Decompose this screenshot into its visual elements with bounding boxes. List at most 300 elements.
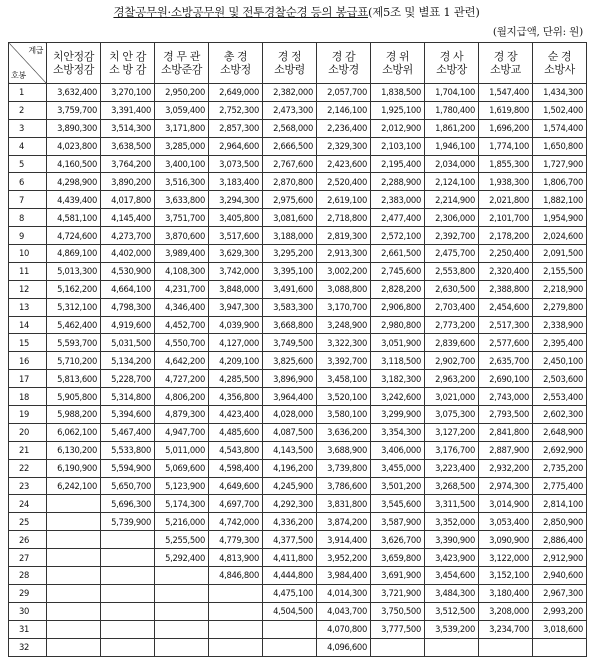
salary-cell: 5,031,500 — [101, 334, 155, 352]
salary-cell: 4,023,800 — [47, 137, 101, 155]
salary-cell: 3,825,600 — [263, 352, 317, 370]
salary-cell: 3,989,400 — [155, 245, 209, 263]
salary-cell: 2,906,800 — [371, 298, 425, 316]
salary-cell: 3,090,900 — [479, 531, 533, 549]
rank-header — [317, 43, 371, 84]
salary-cell: 3,491,600 — [263, 280, 317, 298]
salary-cell: 2,841,800 — [479, 423, 533, 441]
salary-cell — [47, 531, 101, 549]
salary-cell — [155, 584, 209, 602]
salary-cell: 3,759,700 — [47, 101, 101, 119]
salary-cell: 6,190,900 — [47, 459, 101, 477]
table-row — [9, 334, 587, 352]
salary-cell: 3,659,800 — [371, 549, 425, 567]
salary-cell: 2,857,300 — [209, 119, 263, 137]
salary-cell: 5,069,600 — [155, 459, 209, 477]
salary-cell: 3,580,100 — [317, 406, 371, 424]
salary-cell: 4,581,100 — [47, 209, 101, 227]
table-row — [9, 191, 587, 209]
salary-cell: 2,320,400 — [479, 262, 533, 280]
step-cell: 19 — [9, 406, 47, 424]
table-row — [9, 209, 587, 227]
rank-header-fire: 소방정 — [220, 63, 251, 76]
salary-cell: 3,764,200 — [101, 155, 155, 173]
salary-cell: 2,218,900 — [533, 280, 587, 298]
salary-cell — [155, 620, 209, 638]
salary-cell: 3,742,000 — [209, 262, 263, 280]
table-row — [9, 459, 587, 477]
salary-cell: 4,108,300 — [155, 262, 209, 280]
salary-cell: 3,454,600 — [425, 567, 479, 585]
table-row — [9, 245, 587, 263]
salary-cell: 3,831,800 — [317, 495, 371, 513]
step-cell: 17 — [9, 370, 47, 388]
table-row — [9, 119, 587, 137]
salary-cell: 3,520,100 — [317, 388, 371, 406]
salary-cell: 2,932,200 — [479, 459, 533, 477]
salary-cell: 3,749,500 — [263, 334, 317, 352]
salary-cell: 3,352,000 — [425, 513, 479, 531]
title-main: 경찰공무원·소방공무원 및 전투경찰순경 등의 봉급표 — [113, 5, 369, 19]
salary-cell — [101, 620, 155, 638]
step-cell: 28 — [9, 567, 47, 585]
salary-cell: 3,458,100 — [317, 370, 371, 388]
salary-cell: 2,034,000 — [425, 155, 479, 173]
table-row — [9, 584, 587, 602]
salary-cell: 2,195,400 — [371, 155, 425, 173]
salary-cell: 3,512,500 — [425, 602, 479, 620]
rank-header — [47, 43, 101, 84]
salary-cell: 5,314,800 — [101, 388, 155, 406]
salary-cell: 3,406,000 — [371, 441, 425, 459]
salary-cell: 3,514,300 — [101, 119, 155, 137]
salary-cell: 4,423,400 — [209, 406, 263, 424]
table-row — [9, 620, 587, 638]
salary-cell: 1,696,200 — [479, 119, 533, 137]
salary-cell: 2,475,700 — [425, 245, 479, 263]
salary-cell: 1,946,100 — [425, 137, 479, 155]
salary-cell — [263, 638, 317, 656]
salary-cell: 5,813,600 — [47, 370, 101, 388]
table-row — [9, 262, 587, 280]
salary-cell — [101, 602, 155, 620]
salary-cell — [155, 602, 209, 620]
salary-cell: 2,383,000 — [371, 191, 425, 209]
salary-cell: 1,861,200 — [425, 119, 479, 137]
salary-cell: 2,974,300 — [479, 477, 533, 495]
salary-cell — [209, 638, 263, 656]
salary-cell — [47, 602, 101, 620]
salary-cell: 3,848,000 — [209, 280, 263, 298]
salary-cell: 4,504,500 — [263, 602, 317, 620]
salary-cell — [209, 584, 263, 602]
salary-cell: 3,322,300 — [317, 334, 371, 352]
salary-cell: 3,638,500 — [101, 137, 155, 155]
rank-header-fire: 소방경 — [328, 63, 359, 76]
table-row — [9, 352, 587, 370]
document-title — [0, 4, 593, 20]
salary-cell: 4,377,500 — [263, 531, 317, 549]
salary-cell: 1,938,300 — [479, 173, 533, 191]
table-row — [9, 441, 587, 459]
salary-cell: 3,182,300 — [371, 370, 425, 388]
rank-header-police: 치 안 감 — [109, 50, 146, 63]
salary-cell: 4,879,300 — [155, 406, 209, 424]
rank-header — [101, 43, 155, 84]
rank-header-fire: 소방교 — [490, 63, 521, 76]
salary-cell: 4,039,900 — [209, 316, 263, 334]
salary-cell: 2,745,600 — [371, 262, 425, 280]
salary-cell: 4,336,200 — [263, 513, 317, 531]
salary-cell: 3,152,100 — [479, 567, 533, 585]
salary-cell: 4,530,900 — [101, 262, 155, 280]
step-cell: 4 — [9, 137, 47, 155]
step-cell: 7 — [9, 191, 47, 209]
salary-cell: 4,550,700 — [155, 334, 209, 352]
salary-cell: 3,390,900 — [425, 531, 479, 549]
rank-header-police: 순 경 — [547, 50, 572, 63]
rank-header-fire: 소방위 — [382, 63, 413, 76]
salary-cell: 2,775,400 — [533, 477, 587, 495]
step-cell: 21 — [9, 441, 47, 459]
rank-header-police: 경 위 — [385, 50, 410, 63]
salary-cell: 2,553,400 — [533, 388, 587, 406]
salary-cell: 3,545,600 — [371, 495, 425, 513]
rank-header — [263, 43, 317, 84]
salary-cell: 2,661,500 — [371, 245, 425, 263]
salary-cell: 3,964,400 — [263, 388, 317, 406]
salary-cell: 3,242,600 — [371, 388, 425, 406]
salary-cell: 4,160,500 — [47, 155, 101, 173]
table-row — [9, 602, 587, 620]
rank-header — [533, 43, 587, 84]
rank-header-fire: 소방장 — [436, 63, 467, 76]
salary-cell: 2,572,100 — [371, 227, 425, 245]
table-row — [9, 567, 587, 585]
header-row — [9, 43, 587, 84]
rank-header-fire: 소방사 — [544, 63, 575, 76]
salary-cell: 3,517,600 — [209, 227, 263, 245]
rank-header — [425, 43, 479, 84]
step-cell: 13 — [9, 298, 47, 316]
salary-cell: 3,299,900 — [371, 406, 425, 424]
salary-cell: 4,642,200 — [155, 352, 209, 370]
salary-cell: 2,423,600 — [317, 155, 371, 173]
table-body — [9, 84, 587, 657]
salary-cell: 3,170,700 — [317, 298, 371, 316]
salary-cell: 2,155,500 — [533, 262, 587, 280]
salary-cell: 2,850,900 — [533, 513, 587, 531]
step-cell: 25 — [9, 513, 47, 531]
salary-cell: 5,650,700 — [101, 477, 155, 495]
salary-cell: 2,602,300 — [533, 406, 587, 424]
step-cell: 29 — [9, 584, 47, 602]
step-cell: 6 — [9, 173, 47, 191]
salary-cell: 4,196,200 — [263, 459, 317, 477]
rank-header-police: 총 경 — [223, 50, 248, 63]
salary-cell: 3,501,200 — [371, 477, 425, 495]
salary-cell: 4,697,700 — [209, 495, 263, 513]
rank-header — [479, 43, 533, 84]
table-row — [9, 280, 587, 298]
salary-cell: 3,751,700 — [155, 209, 209, 227]
salary-cell: 2,964,600 — [209, 137, 263, 155]
salary-cell: 3,122,000 — [479, 549, 533, 567]
salary-cell: 5,905,800 — [47, 388, 101, 406]
salary-cell: 3,075,300 — [425, 406, 479, 424]
salary-cell: 5,988,200 — [47, 406, 101, 424]
salary-cell: 3,587,900 — [371, 513, 425, 531]
salary-cell: 2,773,200 — [425, 316, 479, 334]
salary-cell: 2,279,800 — [533, 298, 587, 316]
table-header — [9, 43, 587, 84]
salary-cell: 3,088,800 — [317, 280, 371, 298]
salary-cell: 3,952,200 — [317, 549, 371, 567]
salary-cell: 1,780,400 — [425, 101, 479, 119]
salary-cell: 2,666,500 — [263, 137, 317, 155]
salary-cell: 2,024,600 — [533, 227, 587, 245]
salary-cell: 4,028,000 — [263, 406, 317, 424]
salary-cell: 3,053,400 — [479, 513, 533, 531]
salary-cell: 4,014,300 — [317, 584, 371, 602]
salary-cell: 4,813,900 — [209, 549, 263, 567]
salary-cell: 2,568,000 — [263, 119, 317, 137]
salary-cell: 3,018,600 — [533, 620, 587, 638]
table-row — [9, 549, 587, 567]
rank-header-fire: 소 방 감 — [109, 63, 146, 76]
salary-cell: 3,295,200 — [263, 245, 317, 263]
salary-cell: 3,896,900 — [263, 370, 317, 388]
salary-cell: 4,742,000 — [209, 513, 263, 531]
salary-cell: 3,691,900 — [371, 567, 425, 585]
salary-cell: 4,356,800 — [209, 388, 263, 406]
salary-cell: 2,814,100 — [533, 495, 587, 513]
salary-cell: 3,051,900 — [371, 334, 425, 352]
salary-cell: 3,739,800 — [317, 459, 371, 477]
salary-cell: 2,124,100 — [425, 173, 479, 191]
salary-cell: 2,967,300 — [533, 584, 587, 602]
salary-cell: 2,648,900 — [533, 423, 587, 441]
rank-header — [371, 43, 425, 84]
salary-cell — [101, 567, 155, 585]
salary-cell: 2,021,800 — [479, 191, 533, 209]
salary-cell: 2,012,900 — [371, 119, 425, 137]
salary-cell: 4,285,500 — [209, 370, 263, 388]
salary-cell: 2,306,000 — [425, 209, 479, 227]
salary-cell: 2,839,600 — [425, 334, 479, 352]
table-row — [9, 388, 587, 406]
salary-cell: 3,059,400 — [155, 101, 209, 119]
table-row — [9, 137, 587, 155]
salary-cell: 3,633,800 — [155, 191, 209, 209]
step-cell: 23 — [9, 477, 47, 495]
salary-cell: 4,664,100 — [101, 280, 155, 298]
rank-header-fire: 소방준감 — [161, 63, 202, 76]
rank-header-police: 치안정감 — [53, 50, 94, 63]
salary-cell: 4,070,800 — [317, 620, 371, 638]
salary-cell: 4,143,500 — [263, 441, 317, 459]
salary-cell: 3,392,700 — [317, 352, 371, 370]
salary-cell: 3,786,600 — [317, 477, 371, 495]
step-cell: 12 — [9, 280, 47, 298]
salary-cell: 1,650,800 — [533, 137, 587, 155]
salary-cell: 5,533,800 — [101, 441, 155, 459]
salary-cell: 6,242,100 — [47, 477, 101, 495]
table-row — [9, 155, 587, 173]
step-cell: 31 — [9, 620, 47, 638]
rank-header-police: 경 무 관 — [163, 50, 200, 63]
salary-cell: 2,057,700 — [317, 84, 371, 102]
salary-cell: 3,171,800 — [155, 119, 209, 137]
salary-cell: 3,234,700 — [479, 620, 533, 638]
salary-cell: 2,767,600 — [263, 155, 317, 173]
rank-header-fire: 소방정감 — [53, 63, 94, 76]
step-cell: 5 — [9, 155, 47, 173]
table-row — [9, 101, 587, 119]
salary-cell: 3,081,600 — [263, 209, 317, 227]
salary-cell: 4,598,400 — [209, 459, 263, 477]
step-cell: 3 — [9, 119, 47, 137]
salary-cell: 2,993,200 — [533, 602, 587, 620]
table-row — [9, 84, 587, 102]
salary-cell: 4,087,500 — [263, 423, 317, 441]
salary-cell: 2,382,000 — [263, 84, 317, 102]
salary-cell: 3,777,500 — [371, 620, 425, 638]
salary-cell: 2,101,700 — [479, 209, 533, 227]
salary-cell: 4,096,600 — [317, 638, 371, 656]
salary-cell: 2,503,600 — [533, 370, 587, 388]
step-cell: 18 — [9, 388, 47, 406]
salary-cell: 3,632,400 — [47, 84, 101, 102]
salary-cell: 3,118,500 — [371, 352, 425, 370]
salary-cell: 2,913,300 — [317, 245, 371, 263]
step-cell: 32 — [9, 638, 47, 656]
table-row — [9, 423, 587, 441]
salary-cell: 3,014,900 — [479, 495, 533, 513]
salary-cell: 3,984,400 — [317, 567, 371, 585]
step-cell: 9 — [9, 227, 47, 245]
salary-cell: 3,391,400 — [101, 101, 155, 119]
title-reference: (제5조 및 별표 1 관련) — [368, 5, 480, 19]
salary-cell: 4,209,100 — [209, 352, 263, 370]
salary-cell — [47, 495, 101, 513]
salary-cell: 4,402,000 — [101, 245, 155, 263]
rank-header — [209, 43, 263, 84]
salary-cell: 3,484,300 — [425, 584, 479, 602]
salary-cell — [47, 567, 101, 585]
salary-cell: 2,793,500 — [479, 406, 533, 424]
salary-cell: 6,130,200 — [47, 441, 101, 459]
step-cell: 11 — [9, 262, 47, 280]
salary-cell: 5,710,200 — [47, 352, 101, 370]
corner-header — [9, 43, 47, 84]
salary-cell — [425, 638, 479, 656]
salary-cell: 4,444,800 — [263, 567, 317, 585]
rank-header-police: 경 감 — [331, 50, 356, 63]
salary-cell: 2,338,900 — [533, 316, 587, 334]
salary-cell: 5,593,700 — [47, 334, 101, 352]
step-cell: 26 — [9, 531, 47, 549]
salary-cell: 3,183,400 — [209, 173, 263, 191]
table-row — [9, 173, 587, 191]
salary-cell: 2,828,200 — [371, 280, 425, 298]
step-cell: 1 — [9, 84, 47, 102]
salary-cell: 3,400,100 — [155, 155, 209, 173]
salary-cell: 4,292,300 — [263, 495, 317, 513]
salary-cell: 4,846,800 — [209, 567, 263, 585]
salary-cell: 6,062,100 — [47, 423, 101, 441]
salary-cell: 1,434,300 — [533, 84, 587, 102]
salary-cell: 3,354,300 — [371, 423, 425, 441]
salary-cell: 3,914,400 — [317, 531, 371, 549]
salary-cell: 1,704,100 — [425, 84, 479, 102]
salary-cell: 2,103,100 — [371, 137, 425, 155]
salary-cell: 4,346,400 — [155, 298, 209, 316]
table-row — [9, 406, 587, 424]
salary-cell: 1,925,100 — [371, 101, 425, 119]
salary-cell: 3,405,800 — [209, 209, 263, 227]
corner-rank-label: 계급 — [28, 46, 43, 55]
salary-cell: 3,073,500 — [209, 155, 263, 173]
salary-cell: 3,890,300 — [47, 119, 101, 137]
salary-cell: 4,273,700 — [101, 227, 155, 245]
salary-cell: 1,619,800 — [479, 101, 533, 119]
salary-cell: 4,779,300 — [209, 531, 263, 549]
salary-cell: 2,887,900 — [479, 441, 533, 459]
salary-cell: 2,146,100 — [317, 101, 371, 119]
salary-cell: 4,798,300 — [101, 298, 155, 316]
salary-cell: 4,649,600 — [209, 477, 263, 495]
salary-cell: 3,285,000 — [155, 137, 209, 155]
salary-cell — [479, 638, 533, 656]
rank-header-fire: 소방령 — [274, 63, 305, 76]
salary-cell: 5,467,400 — [101, 423, 155, 441]
salary-cell: 3,423,900 — [425, 549, 479, 567]
salary-cell: 5,216,000 — [155, 513, 209, 531]
table-row — [9, 370, 587, 388]
salary-cell: 2,703,400 — [425, 298, 479, 316]
salary-cell: 1,954,900 — [533, 209, 587, 227]
salary-cell: 2,735,200 — [533, 459, 587, 477]
salary-cell: 3,455,000 — [371, 459, 425, 477]
table-row — [9, 513, 587, 531]
salary-cell — [101, 549, 155, 567]
salary-cell — [101, 531, 155, 549]
step-cell: 8 — [9, 209, 47, 227]
salary-cell: 4,452,700 — [155, 316, 209, 334]
salary-cell: 4,543,800 — [209, 441, 263, 459]
salary-cell: 5,013,300 — [47, 262, 101, 280]
salary-cell: 2,912,900 — [533, 549, 587, 567]
step-cell: 10 — [9, 245, 47, 263]
salary-cell: 1,838,500 — [371, 84, 425, 102]
salary-cell: 2,178,200 — [479, 227, 533, 245]
salary-cell — [47, 513, 101, 531]
salary-cell: 1,882,100 — [533, 191, 587, 209]
salary-cell: 2,630,500 — [425, 280, 479, 298]
salary-cell: 1,806,700 — [533, 173, 587, 191]
salary-cell: 1,502,400 — [533, 101, 587, 119]
salary-cell: 3,248,900 — [317, 316, 371, 334]
table-row — [9, 298, 587, 316]
salary-cell: 2,980,800 — [371, 316, 425, 334]
salary-cell: 3,395,100 — [263, 262, 317, 280]
salary-cell: 2,091,500 — [533, 245, 587, 263]
salary-cell: 4,439,400 — [47, 191, 101, 209]
salary-cell: 2,577,600 — [479, 334, 533, 352]
salary-cell: 5,696,300 — [101, 495, 155, 513]
salary-cell: 2,743,000 — [479, 388, 533, 406]
